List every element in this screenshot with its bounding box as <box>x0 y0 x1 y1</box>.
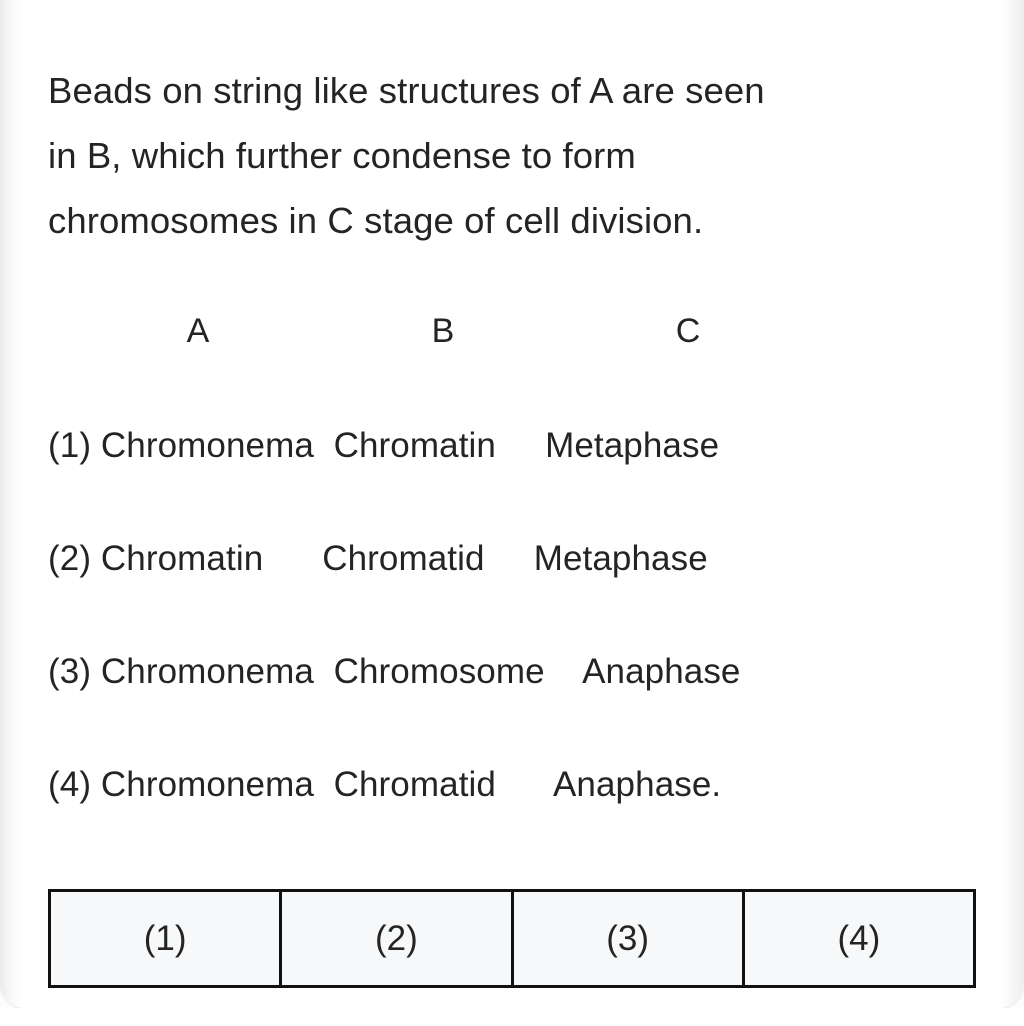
question-text <box>48 58 960 253</box>
option-4-gap-bc <box>496 765 553 804</box>
question-line-1: Beads on string like structures of A are seen <box>48 70 765 111</box>
option-4-gap-ab <box>314 765 334 804</box>
column-header-b: B <box>431 312 455 350</box>
option-4-number: (4) <box>48 765 101 804</box>
option-2-value-b: Chromatid <box>322 539 485 578</box>
option-4-value-b: Chromatid <box>333 765 496 804</box>
page-background-strip <box>0 1008 1024 1026</box>
answer-choice-2[interactable]: (2) <box>281 891 512 987</box>
answer-choice-table <box>48 889 976 988</box>
option-1-gap-ab <box>314 426 334 465</box>
answer-choice-4[interactable]: (4) <box>743 891 974 987</box>
option-row-3[interactable] <box>48 652 998 704</box>
question-line-2: in B, which further condense to form <box>48 135 636 176</box>
option-1-value-b: Chromatin <box>333 426 496 465</box>
column-header-c: C <box>675 312 701 350</box>
option-2-value-a: Chromatin <box>100 539 264 578</box>
column-header-a: A <box>186 312 210 350</box>
option-1-number: (1) <box>48 426 101 465</box>
question-line-3: chromosomes in C stage of cell division. <box>48 200 704 241</box>
option-row-4[interactable] <box>48 765 998 817</box>
option-2-number: (2) <box>48 539 101 578</box>
option-3-value-a: Chromonema <box>100 652 314 691</box>
option-row-1[interactable] <box>48 426 998 478</box>
answer-choice-1[interactable]: (1) <box>50 891 281 987</box>
option-4-value-a: Chromonema <box>100 765 314 804</box>
column-header-row <box>0 312 1024 364</box>
option-3-gap-bc <box>545 652 582 691</box>
option-3-number: (3) <box>48 652 101 691</box>
option-4-value-c: Anaphase. <box>552 765 722 804</box>
option-2-value-c: Metaphase <box>533 539 708 578</box>
option-1-value-a: Chromonema <box>100 426 314 465</box>
option-2-gap-ab <box>263 539 322 578</box>
option-3-value-b: Chromosome <box>333 652 545 691</box>
answer-choice-row <box>50 891 975 987</box>
option-1-gap-bc <box>496 426 545 465</box>
option-3-gap-ab <box>314 652 334 691</box>
option-3-value-c: Anaphase <box>582 652 741 691</box>
answer-choice-3[interactable]: (3) <box>512 891 743 987</box>
option-row-2[interactable] <box>48 539 998 591</box>
option-2-gap-bc <box>485 539 534 578</box>
option-1-value-c: Metaphase <box>545 426 720 465</box>
